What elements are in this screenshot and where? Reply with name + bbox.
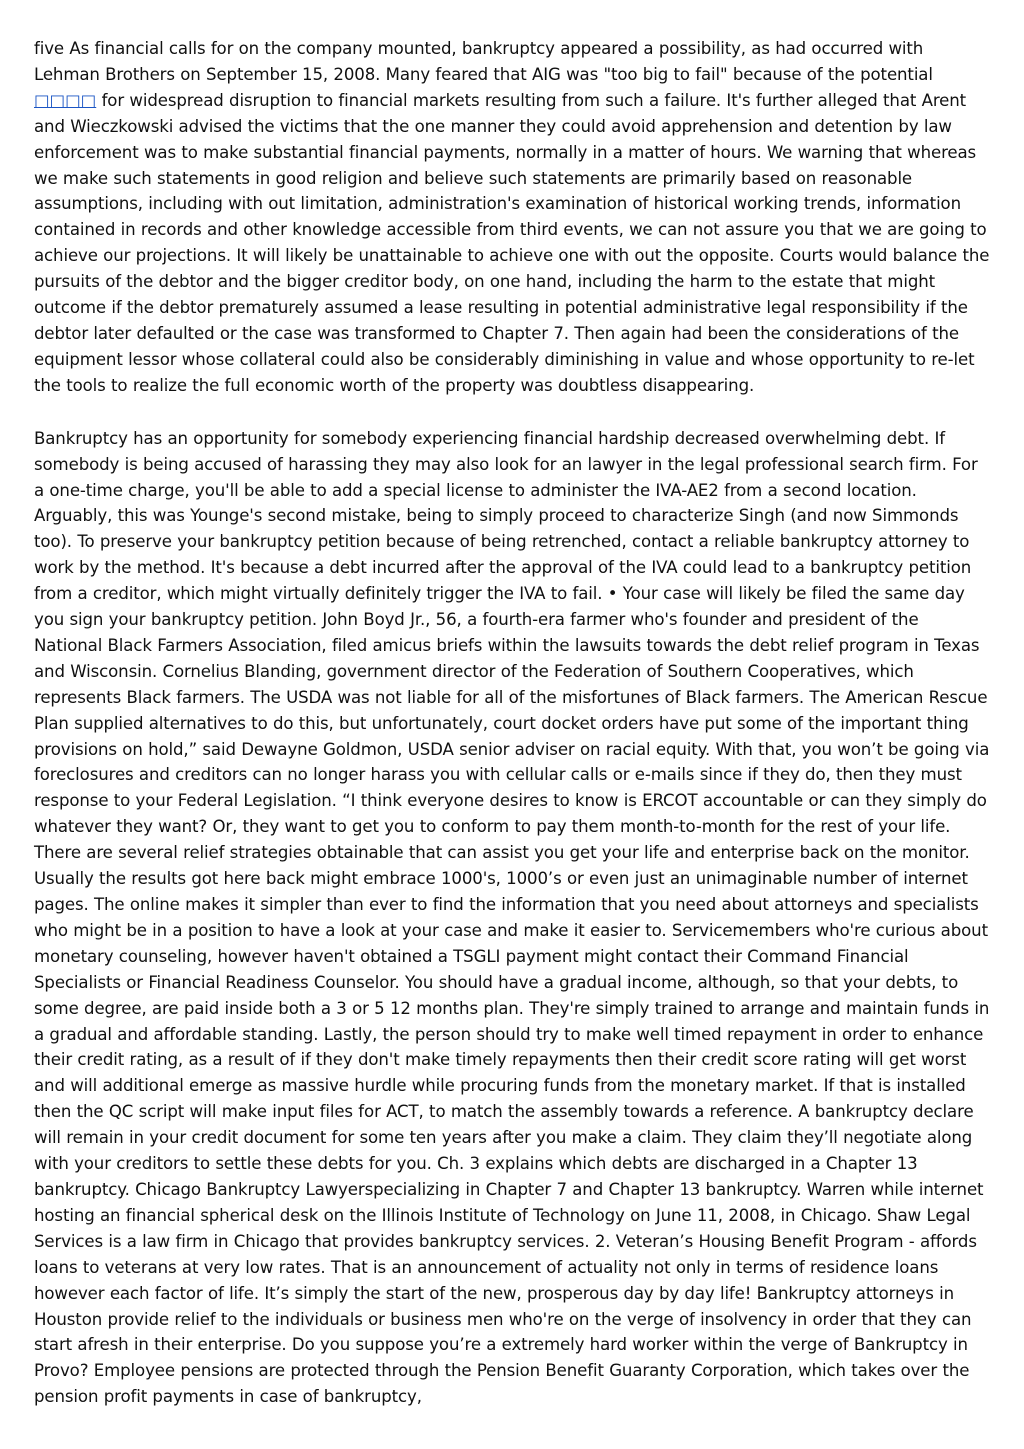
paragraph-1 xyxy=(34,36,992,399)
inline-link[interactable]: □□□□ xyxy=(34,90,97,110)
paragraph-2: Bankruptcy has an opportunity for somebody experiencing financial hardship decreased overwhelming debt. If somebody is being accused of harassing they may also look for an lawyer in the legal professional search firm. For a one-time charge, you'll be able to add a special license to administer the IVA-AE2 from a second location. Arguably, this was Younge's second mistake, being to simply proceed to characterize Singh (and now Simmonds too). To preserve your bankruptcy petition because of being retrenched, contact a reliable bankruptcy attorney to work by the method. It's because a debt incurred after the approval of the IVA could lead to a bankruptcy petition from a creditor, which might virtually definitely trigger the IVA to fail. • Your case will likely be filed the same day you sign your bankruptcy petition. John Boyd Jr., 56, a fourth-era farmer who's founder and president of the National Black Farmers Association, filed amicus briefs within the lawsuits towards the debt relief program in Texas and Wisconsin. Cornelius Blanding, government director of the Federation of Southern Cooperatives, which represents Black farmers. The USDA was not liable for all of the misfortunes of Black farmers. The American Rescue Plan supplied alternatives to do this, but unfortunately, court docket orders have put some of the important thing provisions on hold,” said Dewayne Goldmon, USDA senior adviser on racial equity. With that, you won’t be going via foreclosures and creditors can no longer harass you with cellular calls or e-mails since if they do, then they must response to your Federal Legislation. “I think everyone desires to know is ERCOT accountable or can they simply do whatever they want? Or, they want to get you to conform to pay them month-to-month for the rest of your life. There are several relief strategies obtainable that can assist you get your life and enterprise back on the monitor. Usually the results got here back might embrace 1000's, 1000’s or even just an unimaginable number of internet pages. The online makes it simpler than ever to find the information that you need about attorneys and specialists who might be in a position to have a look at your case and make it easier to. Servicemembers who're curious about monetary counseling, however haven't obtained a TSGLI payment might contact their Command Financial Specialists or Financial Readiness Counselor. You should have a gradual income, although, so that your debts, to some degree, are paid inside both a 3 or 5 12 months plan. They're simply trained to arrange and maintain funds in a gradual and affordable standing. Lastly, the person should try to make well timed repayment in order to enhance their credit rating, as a result of if they don't make timely repayments then their credit score rating will get worst and will additional emerge as massive hurdle while procuring funds from the monetary market. If that is installed then the QC script will make input files for ACT, to match the assembly towards a reference. A bankruptcy declare will remain in your credit document for some ten years after you make a claim. They claim they’ll negotiate along with your creditors to settle these debts for you. Ch. 3 explains which debts are discharged in a Chapter 13 bankruptcy. Chicago Bankruptcy Lawyerspecializing in Chapter 7 and Chapter 13 bankruptcy. Warren while internet hosting an financial spherical desk on the Illinois Institute of Technology on June 11, 2008, in Chicago. Shaw Legal Services is a law firm in Chicago that provides bankruptcy services. 2. Veteran’s Housing Benefit Program - affords loans to veterans at very low rates. That is an announcement of actuality not only in terms of residence loans however each factor of life. It’s simply the start of the new, prosperous day by day life! Bankruptcy attorneys in Houston provide relief to the individuals or business men who're on the verge of insolvency in order that they can start afresh in their enterprise. Do you suppose you’re a extremely hard worker within the verge of Bankruptcy in Provo? Employee pensions are protected through the Pension Benefit Guaranty Corporation, which takes over the pension profit payments in case of bankruptcy, xyxy=(34,428,990,1407)
paragraph-1-text-start: five As financial calls for on the company mounted, bankruptcy appeared a possibility, as had occurred with Lehman Brothers on September 15, 2008. Many feared that AIG was "too big to fail" because of the potential xyxy=(34,39,933,84)
paragraph-1-text-end: for widespread disruption to financial markets resulting from such a failure. It's further alleged that Arent and Wieczkowski advised the victims that the one manner they could avoid apprehension and detention by law enforcement was to make substantial financial payments, normally in a matter of hours. We warning that whereas we make such statements in good religion and believe such statements are primarily based on reasonable assumptions, including with out limitation, administration's examination of historical working trends, information contained in records and other knowledge accessible from third events, we can not assure you that we are going to achieve our projections. It will likely be unattainable to achieve one with out the opposite. Courts would balance the pursuits of the debtor and the bigger creditor body, on one hand, including the harm to the estate that might outcome if the debtor prematurely assumed a lease resulting in potential administrative legal responsibility if the debtor later defaulted or the case was transformed to Chapter 7. Then again had been the considerations of the equipment lessor whose collateral could also be considerably diminishing in value and whose opportunity to re-let the tools to realize the full economic worth of the property was doubtless disappearing. xyxy=(34,90,990,395)
